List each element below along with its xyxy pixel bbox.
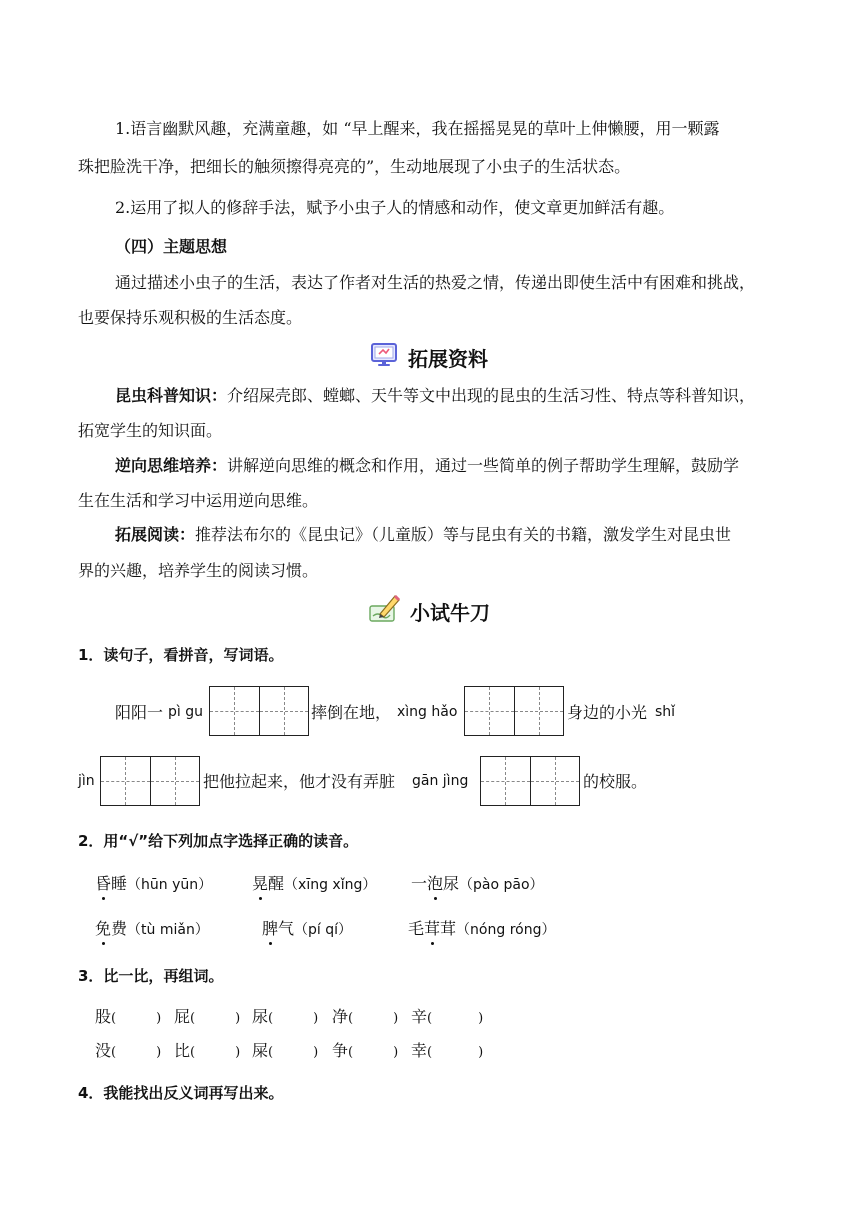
question-1-label: 1．读句子，看拼音，写词语。 [78, 646, 284, 664]
q1-pinyin-1: pì gu [168, 704, 203, 720]
extension-paragraph-3-line-2: 界的兴趣，培养学生的阅读习惯。 [78, 561, 319, 580]
question-2-label: 2．用“√”给下列加点字选择正确的读音。 [78, 832, 359, 850]
q3-row-2-item-4: 争( ) [332, 1041, 399, 1060]
feature-item-1-line-1: 1.语言幽默风趣，充满童趣，如 “早上醒来，我在摇摇晃晃的草叶上伸懒腰，用一颗露 [115, 119, 720, 138]
q3-row-1-item-3: 尿( ) [252, 1007, 319, 1026]
q1-pinyin-3b: jìn [78, 773, 95, 789]
q2-item-4: 免费（tù miǎn） [95, 919, 209, 938]
q1-pinyin-2: xìng hǎo [397, 704, 458, 720]
q3-row-2-item-1: 没( ) [95, 1041, 162, 1060]
pencil-writing-icon [368, 592, 402, 624]
q1-text-4: 把他拉起来，他才没有弄脏 [203, 772, 396, 791]
extension-p3-label: 拓展阅读： [115, 525, 196, 544]
q2-item-2: 晃醒（xīng xǐng） [252, 874, 377, 893]
q2-item-3: 一泡尿（pào pāo） [411, 874, 544, 893]
feature-item-2: 2.运用了拟人的修辞手法，赋予小虫子人的情感和动作，使文章更加鲜活有趣。 [115, 198, 675, 217]
extension-p2-text: 讲解逆向思维的概念和作用，通过一些简单的例子帮助学生理解，鼓励学 [227, 456, 740, 475]
q1-text-3: 身边的小光 [567, 703, 648, 722]
question-4-label: 4．我能找出反义词再写出来。 [78, 1084, 284, 1102]
q1-text-1: 阳阳一 [115, 703, 164, 722]
q1-text-2: 摔倒在地， [311, 703, 392, 722]
q1-writing-grid-3[interactable] [100, 756, 200, 806]
extension-paragraph-1-line-2: 拓宽学生的知识面。 [78, 421, 223, 440]
extension-p1-text: 介绍屎壳郎、螳螂、天牛等文中出现的昆虫的生活习性、特点等科普知识， [227, 386, 756, 405]
question-3-label: 3．比一比，再组词。 [78, 967, 224, 985]
q3-row-1-item-5: 辛( ) [411, 1007, 484, 1026]
q2-item-5: 脾气（pí qí） [262, 919, 353, 938]
extension-p3-text: 推荐法布尔的《昆虫记》（儿童版）等与昆虫有关的书籍，激发学生对昆虫世 [195, 525, 732, 544]
extension-paragraph-1-line-1 [115, 386, 755, 406]
q3-row-1-item-4: 净( ) [332, 1007, 399, 1026]
q1-text-5: 的校服。 [583, 772, 648, 791]
q3-row-2-item-5: 幸( ) [411, 1041, 484, 1060]
q1-writing-grid-1[interactable] [209, 686, 309, 736]
q3-row-1-item-2: 屁( ) [174, 1007, 241, 1026]
q2-item-1: 昏睡（hūn yūn） [95, 874, 213, 893]
theme-line-1: 通过描述小虫子的生活，表达了作者对生活的热爱之情，传递出即使生活中有困难和挑战， [115, 273, 756, 292]
extension-paragraph-2-line-2: 生在生活和学习中运用逆向思维。 [78, 491, 319, 510]
q1-pinyin-4: gān jìng [412, 773, 469, 789]
extension-title: 拓展资料 [408, 347, 488, 371]
q3-row-2-item-3: 屎( ) [252, 1041, 319, 1060]
extension-paragraph-3-line-1 [115, 525, 731, 545]
q1-pinyin-3a: shǐ [655, 704, 676, 720]
extension-paragraph-2-line-1 [115, 456, 739, 476]
feature-item-1-line-2: 珠把脸洗干净，把细长的触须擦得亮亮的”，生动地展现了小虫子的生活状态。 [78, 157, 631, 176]
monitor-icon [370, 342, 398, 368]
q2-item-6: 毛茸茸（nóng róng） [408, 919, 556, 938]
q1-writing-grid-4[interactable] [480, 756, 580, 806]
practice-title: 小试牛刀 [410, 601, 490, 625]
extension-p2-label: 逆向思维培养： [115, 456, 228, 475]
theme-heading: （四）主题思想 [115, 237, 228, 256]
extension-p1-label: 昆虫科普知识： [115, 386, 228, 405]
q3-row-2-item-2: 比( ) [174, 1041, 241, 1060]
q3-row-1-item-1: 股( ) [95, 1007, 162, 1026]
theme-line-2: 也要保持乐观积极的生活态度。 [78, 308, 303, 327]
q1-writing-grid-2[interactable] [464, 686, 564, 736]
